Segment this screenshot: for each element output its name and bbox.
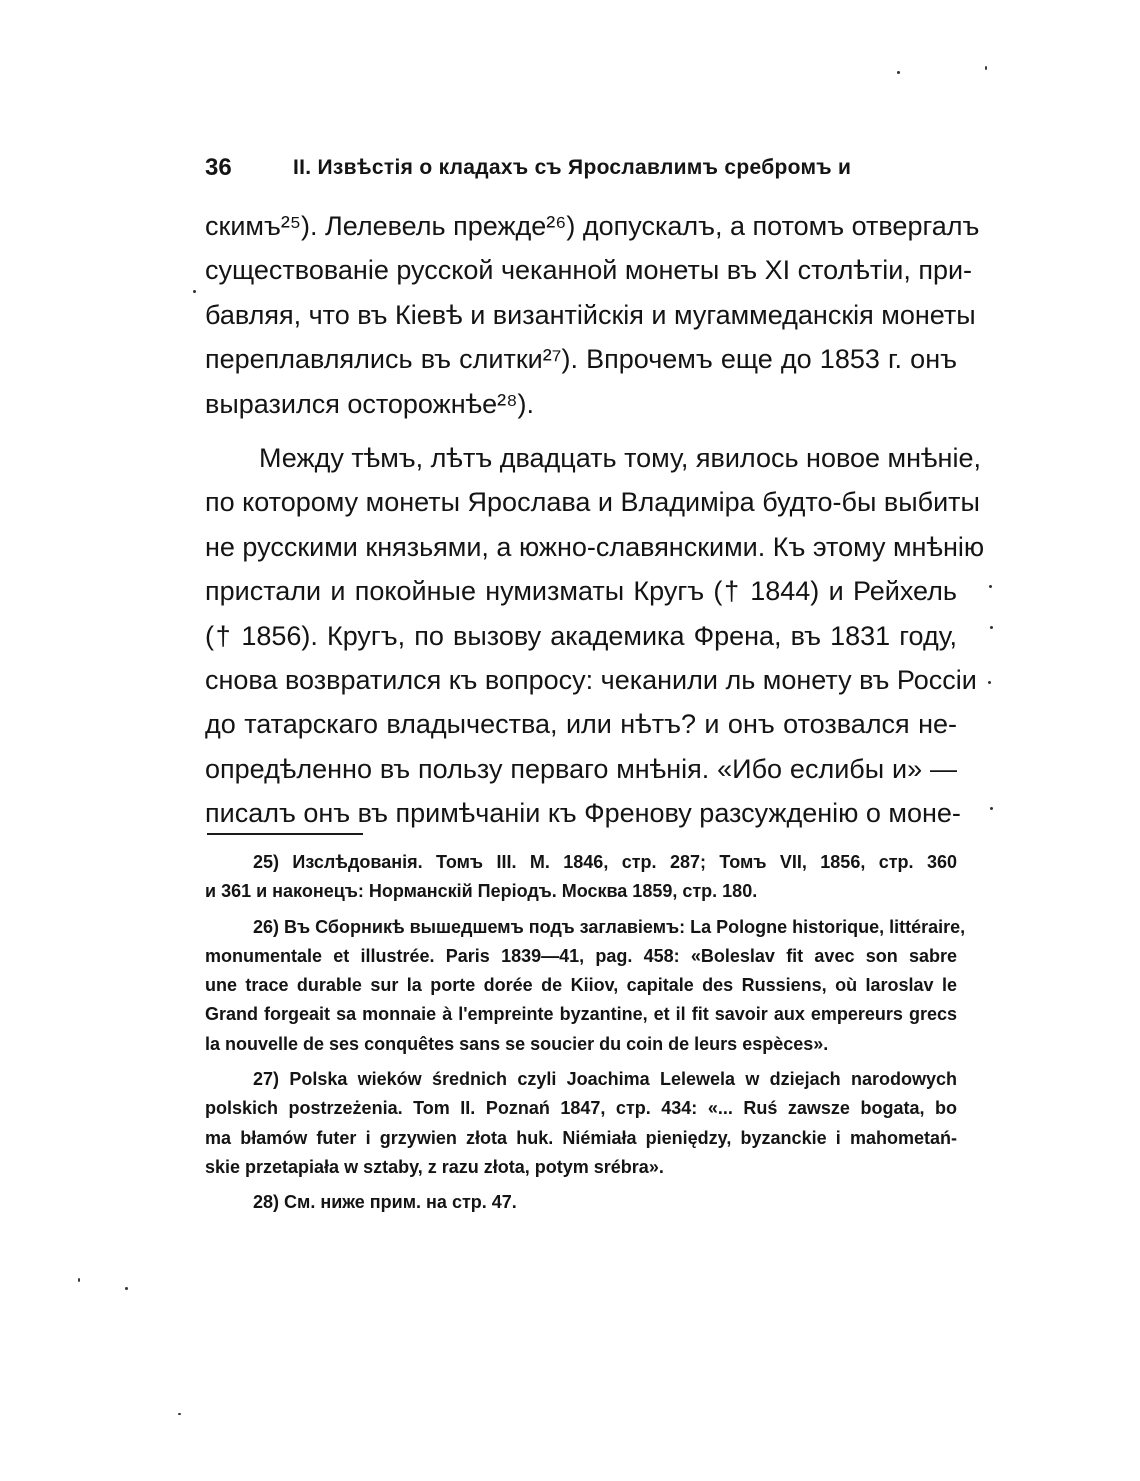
text-line: скимъ²⁵). Лелевель прежде²⁶) допускалъ, а потомъ отвергалъ	[205, 211, 980, 241]
scan-speck	[897, 71, 900, 74]
main-text	[205, 204, 985, 835]
scan-speck	[78, 1278, 80, 1282]
text-line: существованіе русской чеканной монеты въ XI столѣтіи, при-	[205, 255, 973, 286]
scan-speck	[985, 66, 987, 70]
text-line: не русскими князьями, а южно-славянскими. Къ этому мнѣнію	[205, 531, 985, 562]
footnote-line: 25) Изслѣдованія. Томъ III. М. 1846, стр. 287; Томъ VII, 1856, стр. 360	[253, 852, 957, 872]
footnote-line: la nouvelle de ses conquêtes sans se soucier du coin de leurs espèces».	[205, 1033, 829, 1054]
scan-speck	[988, 681, 991, 684]
footnote-divider	[207, 833, 363, 835]
footnote-line: ma błamów futer i grzywien złota huk. Niémiała pieniędzy, byzanckie i mahometań-	[205, 1127, 957, 1148]
footnotes	[205, 848, 966, 1218]
text-line: писалъ онъ въ примѣчаніи къ Френову разсужденію о моне-	[205, 798, 961, 829]
text-line: Между тѣмъ, лѣтъ двадцать тому, явилось новое мнѣніе,	[259, 442, 981, 473]
footnote-line: monumentale et illustrée. Paris 1839—41, pag. 458: «Boleslav fit avec son sabre	[205, 945, 957, 966]
text-line: опредѣленно въ пользу перваго мнѣнія. «Ибо еслибы и» —	[205, 753, 957, 784]
text-line: бавляя, что въ Кіевѣ и византійскія и мугаммеданскія монеты	[205, 299, 976, 330]
text-line: выразился осторожнѣе²⁸).	[205, 388, 535, 419]
scan-speck	[990, 626, 993, 629]
footnote-line: 28) См. ниже прим. на стр. 47.	[253, 1192, 517, 1213]
text-line: по которому монеты Ярослава и Владиміра будто-бы выбиты	[205, 487, 980, 518]
scan-speck	[193, 290, 196, 293]
page-number: 36	[205, 154, 232, 181]
text-line: снова возвратился къ вопросу: чеканили ль монету въ Россіи	[205, 664, 977, 695]
footnote-line: skie przetapiała w sztaby, z razu złota, potym srébra».	[205, 1156, 664, 1177]
scan-speck	[125, 1287, 128, 1290]
text-line: пристали и покойные нумизматы Кругъ († 1844) и Рейхель	[205, 576, 957, 607]
scan-speck	[989, 585, 992, 588]
running-title: II. Извѣстія о кладахъ съ Ярославлимъ сребромъ и	[293, 156, 852, 179]
footnote-line: 26) Въ Сборникѣ вышедшемъ подъ заглавіемъ: La Pologne historique, littéraire,	[253, 916, 966, 937]
text-line: переплавлялись въ слитки²⁷). Впрочемъ еще до 1853 г. онъ	[205, 344, 957, 375]
scan-speck	[178, 1413, 181, 1415]
footnote-line: polskich postrzeżenia. Tom II. Poznań 1847, стр. 434: «... Ruś zawsze bogata, bo	[205, 1098, 957, 1119]
scan-speck	[990, 807, 993, 810]
footnote-line: Grand forgeait sa monnaie à l'empreinte byzantine, et il fit savoir aux empereurs grecs	[205, 1004, 957, 1025]
footnote-line: une trace durable sur la porte dorée de Kiiov, capitale des Russiens, où Iaroslav le	[205, 975, 957, 996]
text-line: († 1856). Кругъ, по вызову академика Френа, въ 1831 году,	[205, 620, 957, 651]
text-line: до татарскаго владычества, или нѣтъ? и онъ отозвался не-	[205, 709, 957, 740]
running-header	[205, 150, 965, 186]
footnote-line: и 361 и наконецъ: Норманскій Періодъ. Москва 1859, стр. 180.	[205, 881, 758, 902]
footnote-line: 27) Polska wieków średnich czyli Joachima Lelewela w dziejach narodowych	[253, 1069, 957, 1090]
